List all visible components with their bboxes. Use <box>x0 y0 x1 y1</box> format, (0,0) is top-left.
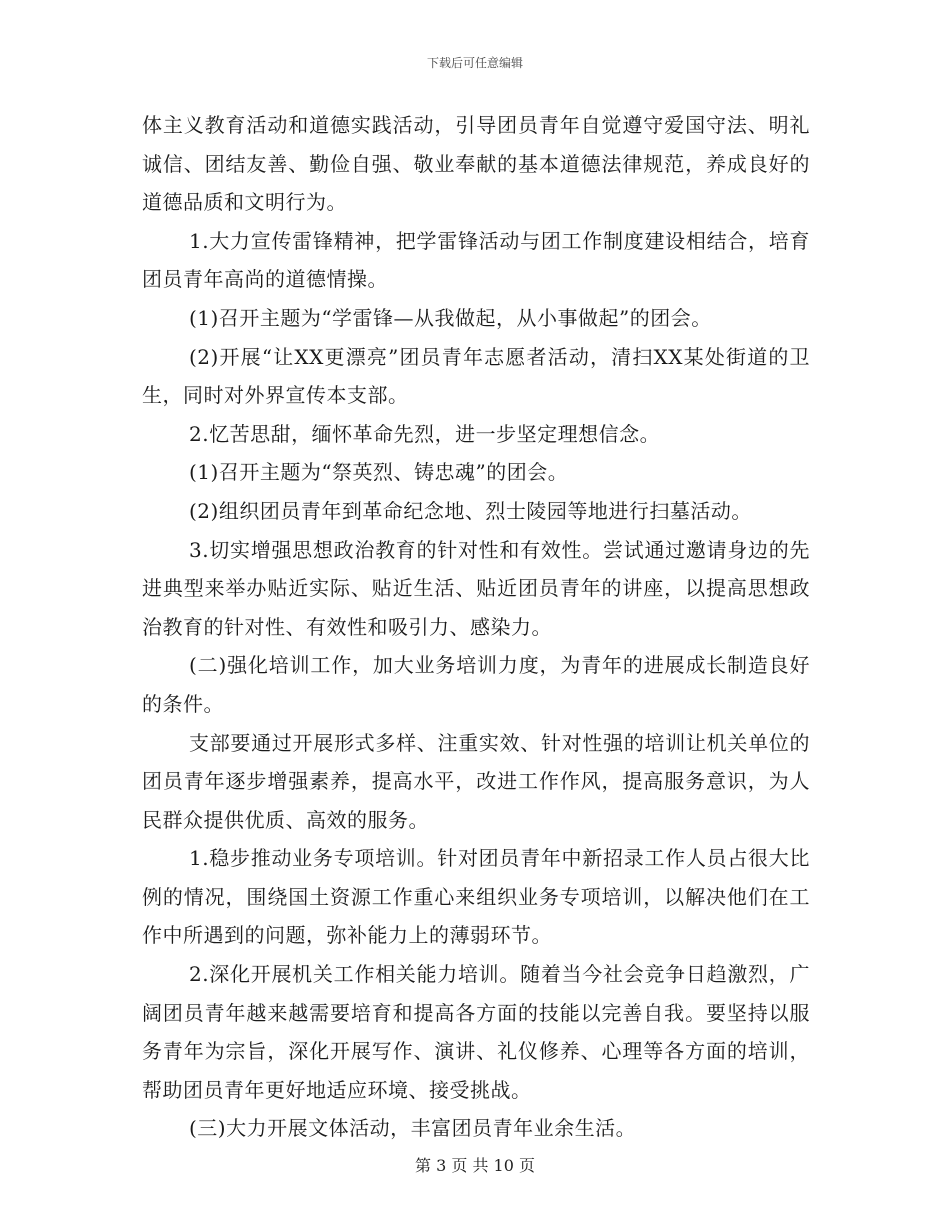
paragraph: (2)组织团员青年到革命纪念地、烈士陵园等地进行扫墓活动。 <box>189 498 752 523</box>
paragraph: (1)召开主题为“祭英烈、铸忠魂”的团会。 <box>189 460 569 485</box>
page-header-note: 下载后可任意编辑 <box>426 56 523 70</box>
section-heading: (二)强化培训工作，加大业务培训力度，为青年的进展成长制造良好的条件。 <box>142 653 810 716</box>
paragraph: 1.稳步推动业务专项培训。针对团员青年中新招录工作人员占很大比例的情况，围绕国土资源工作重心来组织业务专项培训，以解决他们在工作中所遇到的问题，弥补能力上的薄弱环节。 <box>142 846 810 948</box>
paragraph: 3.切实增强思想政治教育的针对性和有效性。尝试通过邀请身边的先进典型来举办贴近实际、贴近生活、贴近团员青年的讲座，以提高思想政治教育的针对性、有效性和吸引力、感染力。 <box>142 537 810 639</box>
section-heading: (三)大力开展文体活动，丰富团员青年业余生活。 <box>189 1116 637 1141</box>
paragraph: 2.忆苦思甜，缅怀革命先烈，进一步坚定理想信念。 <box>189 421 661 446</box>
paragraph: (1)召开主题为“学雷锋—从我做起，从小事做起”的团会。 <box>189 305 712 330</box>
paragraph: 体主义教育活动和道德实践活动，引导团员青年自觉遵守爱国守法、明礼诚信、团结友善、勤俭自强、敬业奉献的基本道德法律规范，养成良好的道德品质和文明行为。 <box>142 113 810 215</box>
paragraph: 1.大力宣传雷锋精神，把学雷锋活动与团工作制度建设相结合，培育团员青年高尚的道德情操。 <box>142 228 810 292</box>
page-number-footer: 第 3 页 共 10 页 <box>415 1156 535 1175</box>
paragraph: (2)开展“让XX更漂亮”团员青年志愿者活动，清扫XX某处街道的卫生，同时对外界宣传本支部。 <box>142 344 810 408</box>
paragraph: 支部要通过开展形式多样、注重实效、针对性强的培训让机关单位的团员青年逐步增强素养，提高水平，改进工作作风，提高服务意识，为人民群众提供优质、高效的服务。 <box>142 730 810 832</box>
paragraph: 2.深化开展机关工作相关能力培训。随着当今社会竞争日趋激烈，广阔团员青年越来越需要培育和提高各方面的技能以完善自我。要坚持以服务青年为宗旨，深化开展写作、演讲、礼仪修养、心理等各方面的培训，帮助团员青年更好地适应环境、接受挑战。 <box>142 962 810 1102</box>
document-body <box>142 106 810 1148</box>
